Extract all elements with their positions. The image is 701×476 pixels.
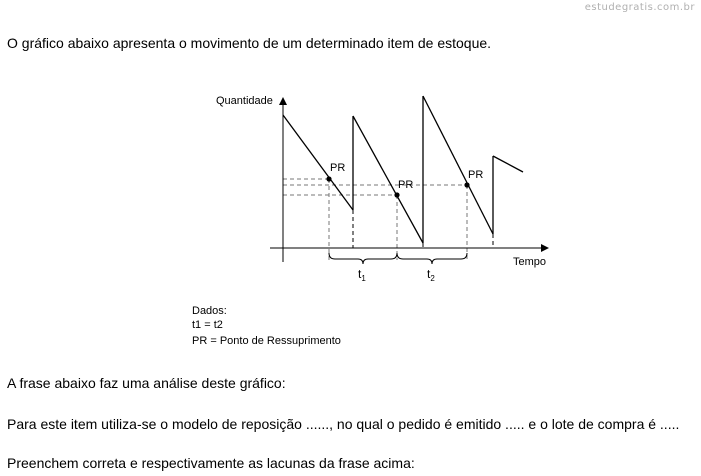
dados-t-equality: t1 = t2 bbox=[192, 319, 223, 331]
analysis-text: A frase abaixo faz uma análise deste gráfico: bbox=[7, 375, 286, 391]
pr-label: PR bbox=[398, 179, 414, 191]
fill-in-sentence: Para este item utiliza-se o modelo de reposição ......, no qual o pedido é emitido ..... e o lote de compra é ..... bbox=[7, 416, 680, 432]
interval-label: $t_1$ bbox=[358, 267, 366, 283]
question-text: Preenchem correta e respectivamente as lacunas da frase acima: bbox=[7, 455, 415, 471]
dados-title: Dados: bbox=[192, 305, 227, 317]
watermark: estudegratis.com.br bbox=[584, 2, 695, 13]
pr-point bbox=[326, 176, 331, 181]
series-segment bbox=[423, 96, 493, 234]
series bbox=[283, 96, 523, 243]
interval-brace bbox=[397, 253, 467, 264]
dados-pr-definition: PR = Ponto de Ressuprimento bbox=[192, 335, 341, 347]
pr-label: PR bbox=[468, 169, 484, 181]
x-axis-label: Tempo bbox=[513, 256, 547, 268]
pr-label: PR bbox=[330, 162, 346, 174]
pr-point bbox=[464, 182, 469, 187]
pr-point bbox=[394, 192, 399, 197]
interval-braces bbox=[329, 253, 467, 283]
interval-brace bbox=[329, 253, 397, 264]
interval-label: $t_2$ bbox=[427, 267, 435, 283]
series-segment bbox=[493, 156, 523, 172]
intro-text: O gráfico abaixo apresenta o movimento de um determinado item de estoque. bbox=[7, 35, 492, 51]
y-axis-label: Quantidade bbox=[216, 95, 273, 107]
